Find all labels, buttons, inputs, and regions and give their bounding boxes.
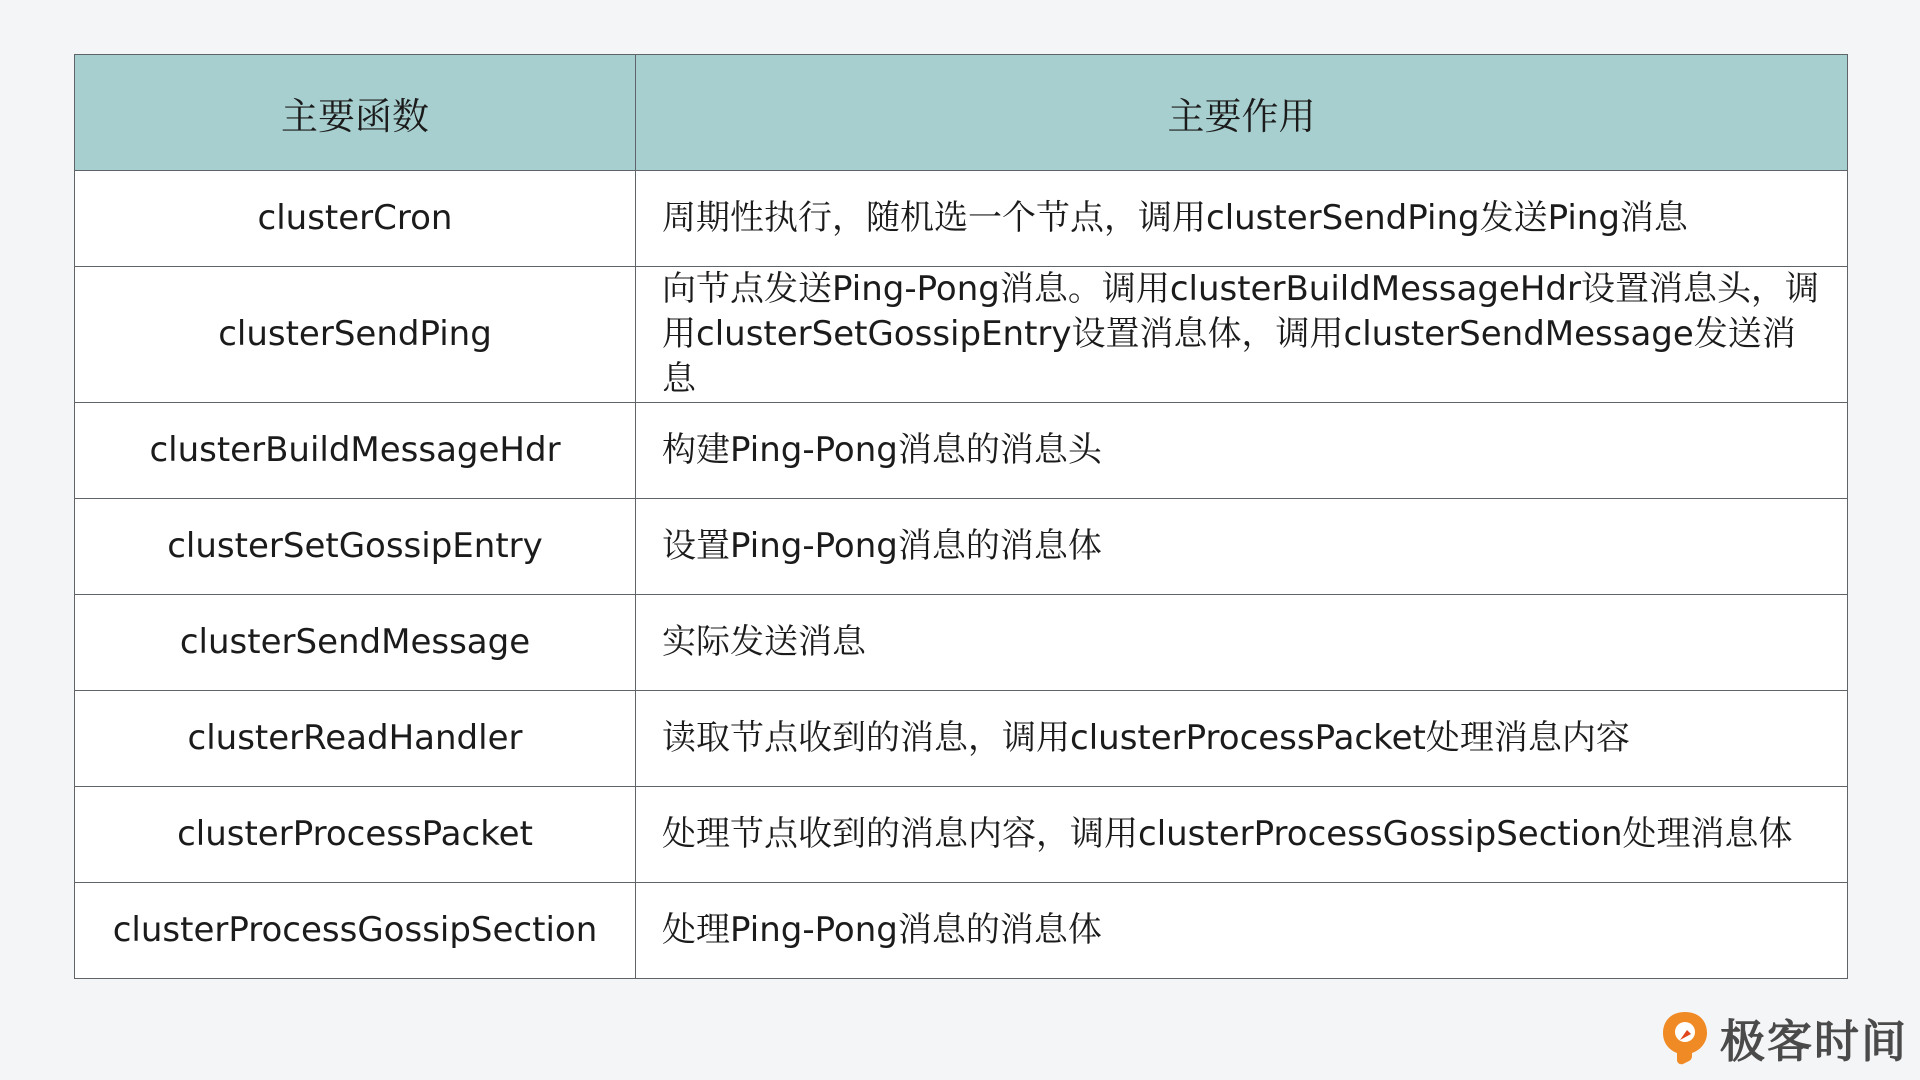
function-purpose-cell: 设置Ping-Pong消息的消息体: [636, 499, 1848, 595]
function-purpose-cell: 向节点发送Ping-Pong消息。调用clusterBuildMessageHdr设置消息头，调用clusterSetGossipEntry设置消息体，调用clusterSendMessage发送消息: [636, 267, 1848, 403]
table-row: [75, 883, 1848, 979]
header-main-purpose: 主要作用: [636, 55, 1848, 171]
function-name-cell: clusterCron: [75, 171, 636, 267]
geekbang-logo-icon: [1660, 1010, 1710, 1066]
table-row: [75, 499, 1848, 595]
table-row: [75, 171, 1848, 267]
function-name-cell: clusterSetGossipEntry: [75, 499, 636, 595]
table-row: [75, 267, 1848, 403]
function-name-cell: clusterSendMessage: [75, 595, 636, 691]
function-purpose-cell: 构建Ping-Pong消息的消息头: [636, 403, 1848, 499]
function-purpose-cell: 实际发送消息: [636, 595, 1848, 691]
table-header-row: [75, 55, 1848, 171]
geekbang-logo: [1660, 1005, 1908, 1070]
function-name-cell: clusterBuildMessageHdr: [75, 403, 636, 499]
function-name-cell: clusterProcessGossipSection: [75, 883, 636, 979]
function-table: [74, 54, 1848, 979]
table-row: [75, 691, 1848, 787]
function-purpose-cell: 读取节点收到的消息，调用clusterProcessPacket处理消息内容: [636, 691, 1848, 787]
table-row: [75, 403, 1848, 499]
function-purpose-cell: 处理Ping-Pong消息的消息体: [636, 883, 1848, 979]
function-purpose-cell: 周期性执行，随机选一个节点，调用clusterSendPing发送Ping消息: [636, 171, 1848, 267]
logo-text: 极客时间: [1719, 1015, 1908, 1068]
table-row: [75, 595, 1848, 691]
function-table-container: [74, 54, 1847, 979]
header-main-function: 主要函数: [75, 55, 636, 171]
function-purpose-cell: 处理节点收到的消息内容，调用clusterProcessGossipSection处理消息体: [636, 787, 1848, 883]
function-name-cell: clusterProcessPacket: [75, 787, 636, 883]
table-row: [75, 787, 1848, 883]
function-name-cell: clusterReadHandler: [75, 691, 636, 787]
function-name-cell: clusterSendPing: [75, 267, 636, 403]
